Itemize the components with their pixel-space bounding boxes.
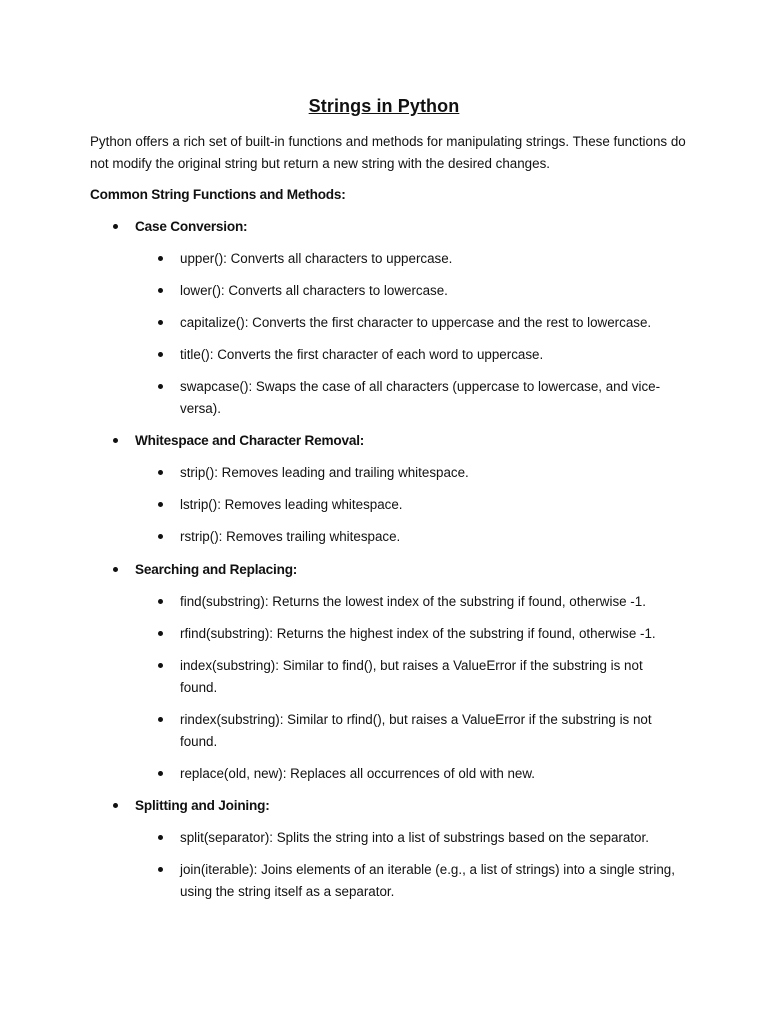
- bullet-icon: [158, 352, 163, 357]
- list-item-text: strip(): Removes leading and trailing whitespace.: [180, 465, 469, 480]
- bullet-icon: [158, 663, 163, 668]
- list-item: [180, 248, 680, 270]
- bullet-icon: [158, 599, 163, 604]
- bullet-icon: [113, 438, 118, 443]
- bullet-icon: [158, 717, 163, 722]
- section-heading-whitespace: [135, 430, 695, 452]
- section-heading-searching: [135, 559, 695, 581]
- bullet-icon: [158, 771, 163, 776]
- list-item-text: rstrip(): Removes trailing whitespace.: [180, 529, 401, 544]
- list-item: [180, 526, 680, 548]
- list-item: [180, 709, 680, 753]
- list-item-text: replace(old, new): Replaces all occurrences of old with new.: [180, 766, 536, 781]
- document-title: Strings in Python: [308, 96, 460, 116]
- bullet-icon: [158, 534, 163, 539]
- list-item: [180, 376, 665, 420]
- section-heading-label: Searching and Replacing:: [135, 562, 298, 577]
- list-item-text: lstrip(): Removes leading whitespace.: [180, 497, 403, 512]
- list-item-text: rfind(substring): Returns the highest index of the substring if found, otherwise -1.: [180, 626, 656, 641]
- list-item: [180, 344, 680, 366]
- bullet-icon: [113, 803, 118, 808]
- list-item: [180, 655, 680, 699]
- bullet-icon: [158, 867, 163, 872]
- bullet-icon: [158, 384, 163, 389]
- list-item: [180, 763, 680, 785]
- list-item: [180, 623, 680, 645]
- bullet-icon: [158, 256, 163, 261]
- list-item-text: index(substring): Similar to find(), but raises a ValueError if the substring is not found.: [180, 658, 643, 695]
- section-heading-label: Whitespace and Character Removal:: [135, 433, 365, 448]
- list-item-text: join(iterable): Joins elements of an iterable (e.g., a list of strings) into a single string, using the string itself as a separator.: [180, 862, 675, 899]
- list-item-text: title(): Converts the first character of each word to uppercase.: [180, 347, 544, 362]
- list-item-text: capitalize(): Converts the first character to uppercase and the rest to lowercase.: [180, 315, 652, 330]
- bullet-icon: [113, 567, 118, 572]
- list-item: [180, 591, 680, 613]
- section-subheading: Common String Functions and Methods:: [90, 187, 346, 202]
- section-heading-label: Splitting and Joining:: [135, 798, 270, 813]
- list-item: [180, 280, 680, 302]
- bullet-icon: [113, 224, 118, 229]
- section-heading-case-conversion: [135, 216, 695, 238]
- bullet-icon: [158, 288, 163, 293]
- intro-paragraph: Python offers a rich set of built-in functions and methods for manipulating strings. These functions do not modify the original string but return a new string with the desired changes.: [90, 134, 686, 171]
- section-heading-splitting: [135, 795, 695, 817]
- bullet-icon: [158, 631, 163, 636]
- bullet-icon: [158, 320, 163, 325]
- list-item: [180, 827, 680, 849]
- list-item-text: swapcase(): Swaps the case of all characters (uppercase to lowercase, and vice-versa).: [180, 379, 661, 416]
- list-item: [180, 494, 680, 516]
- list-item-text: split(separator): Splits the string into a list of substrings based on the separator.: [180, 830, 649, 845]
- list-item-text: upper(): Converts all characters to uppercase.: [180, 251, 453, 266]
- bullet-icon: [158, 502, 163, 507]
- bullet-icon: [158, 835, 163, 840]
- list-item: [180, 312, 680, 334]
- list-item-text: lower(): Converts all characters to lowercase.: [180, 283, 448, 298]
- list-item-text: find(substring): Returns the lowest index of the substring if found, otherwise -1.: [180, 594, 646, 609]
- list-item-text: rindex(substring): Similar to rfind(), but raises a ValueError if the substring is not found.: [180, 712, 652, 749]
- section-heading-label: Case Conversion:: [135, 219, 248, 234]
- list-item: [180, 462, 680, 484]
- bullet-icon: [158, 470, 163, 475]
- list-item: [180, 859, 680, 903]
